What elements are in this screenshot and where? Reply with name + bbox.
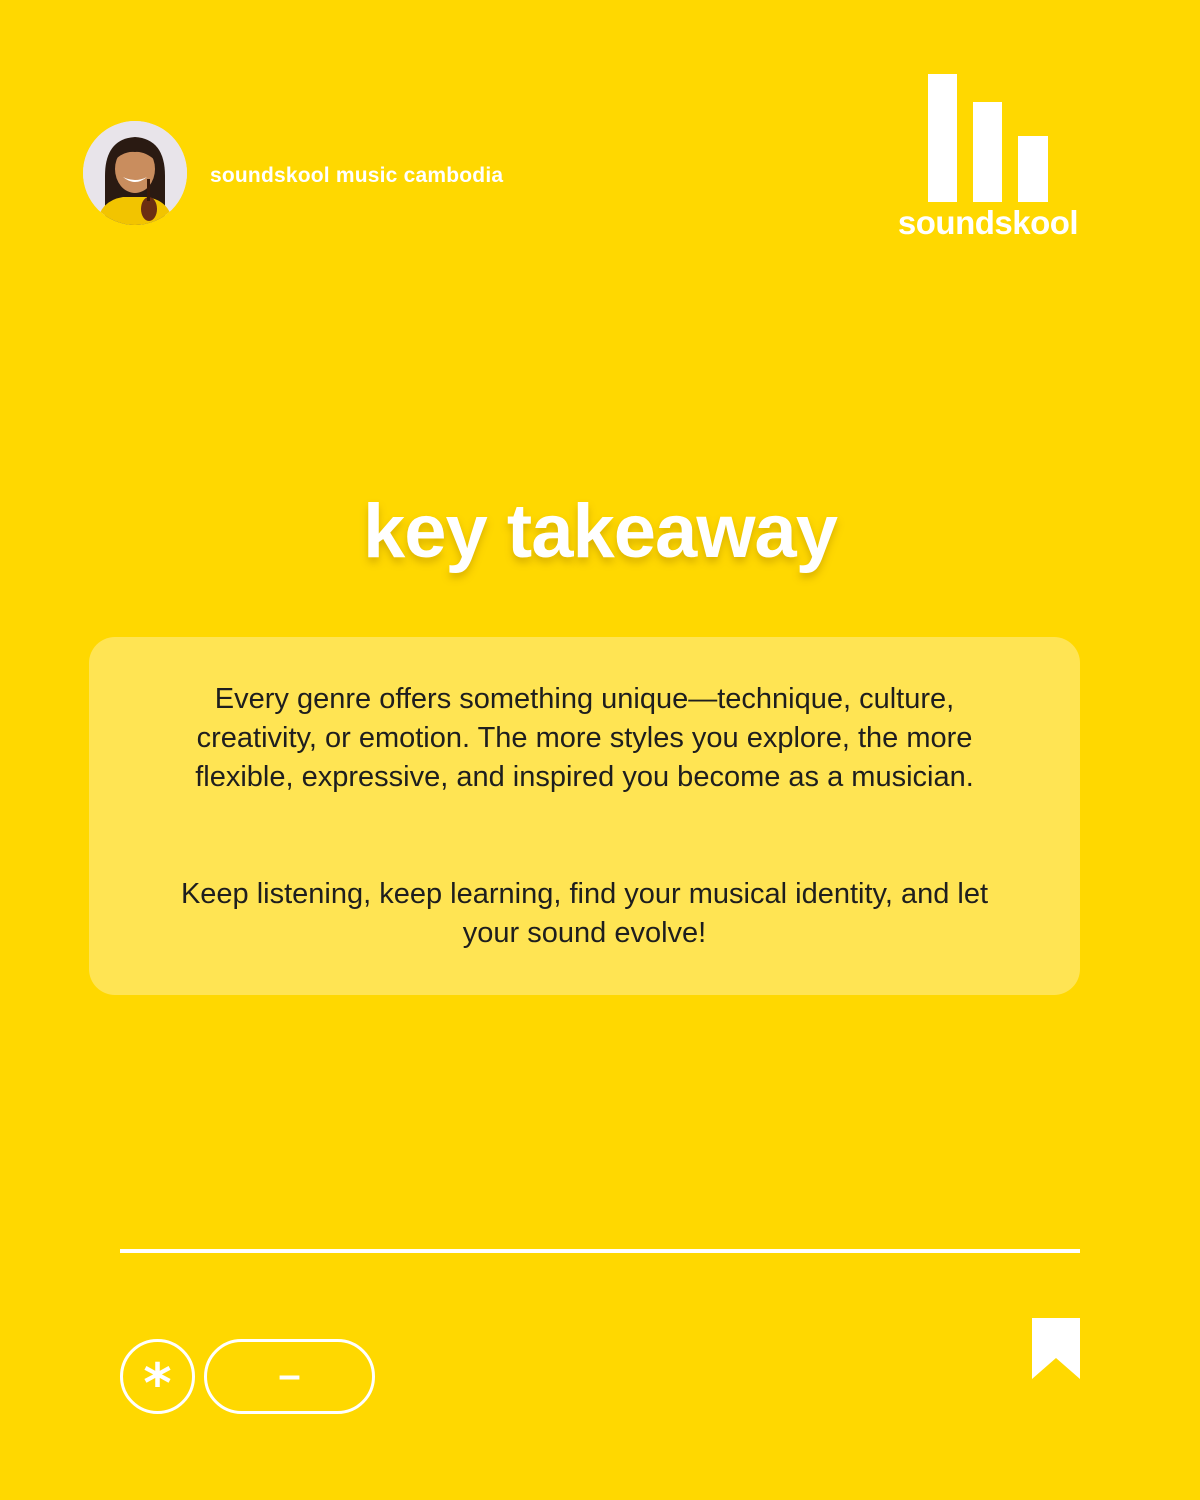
bookmark-icon[interactable]: [1032, 1318, 1080, 1379]
card-paragraph-2: Keep listening, keep learning, find your musical identity, and let your sound evolve!: [180, 878, 989, 949]
dash-button[interactable]: –: [204, 1339, 375, 1414]
soundskool-logo: [893, 72, 1083, 242]
bars-logo-icon: [893, 72, 1083, 204]
logo-text: soundskool: [897, 204, 1079, 241]
avatar-photo: [83, 121, 187, 225]
page-title: key takeaway: [363, 489, 837, 574]
avatar: [83, 121, 187, 225]
divider: [120, 1249, 1080, 1253]
account-name: soundskool music cambodia: [210, 164, 504, 187]
takeaway-card: [89, 637, 1080, 995]
asterisk-button[interactable]: *: [120, 1339, 195, 1414]
card-paragraph-1: Every genre offers something unique—technique, culture, creativity, or emotion. The more styles you explore, the more flexible, expressive, and inspired you become as a musician.: [195, 683, 974, 793]
